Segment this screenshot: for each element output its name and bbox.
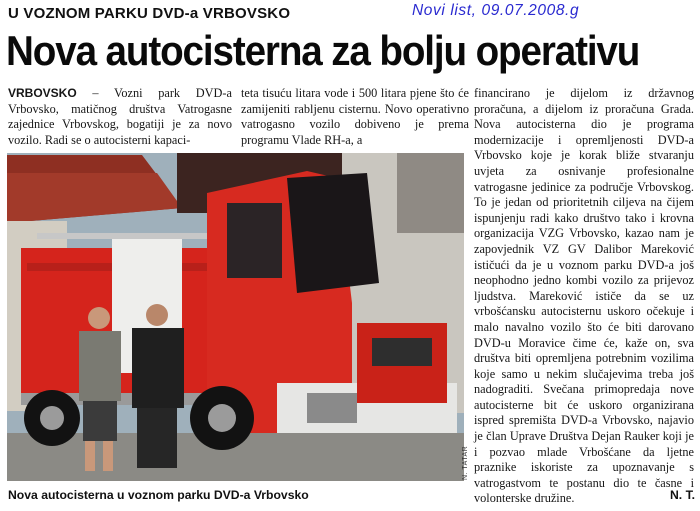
photo-caption: Nova autocisterna u voznom parku DVD-a Vrbovsko [8,488,309,502]
article-text-3: financirano je dijelom iz državnog proračuna, a dijelom iz proračuna Grada. Nova autocisterna dio je programa modernizacije i opremljenosti DVD-a Vrbovsko koje je korak bliže stvaranju uvjeta za osnivanje profesionalne vatrogasne jedinice za područje Vrbovskog. To je jedan od prioritetnih ciljeva na čijem ispunjenju radi kako društvo tako i krovna organizacija VZG Vrbovsko, kazao nam je zapovjednik VZ GV Dalibor Mareković ističući da je u voznom parku DVD-a još neophodno jedno kombi vozilo za prijevoz ljudstva. Mareković ističe da se uz vrbošćansku autocisternu uskoro očekuje i malo navalno vozilo što će biti darovano DVD-u Moravice čime će, kaže on, sva društva biti opremljena potrebnim vozilima koje samo u nekim slučajevima treba još nadograditi. Svečana primopredaja nove autocisterne bit će uskoro organizirana ispred spremišta DVD-a Vrbovsko, najavio je član Uprave Društva Dejan Rauker koji je i pozvao mlade Vrbošćane da ljetne praznike iskoriste za upoznavanje s vatrogastvom te postanu dio te časne i volonterske družine. [474,86,694,506]
photo-credit: N. TATAR [462,445,469,480]
source-note: Novi list, 09.07.2008.g [412,2,580,19]
article-column-1 [8,86,232,148]
fire-truck-illustration [7,153,464,481]
news-photo [7,153,464,481]
article-column-3 [474,86,694,506]
author-initials: N. T. [670,488,696,502]
article-column-2 [241,86,469,148]
article-text-1: – Vozni park DVD-a Vrbovsko, matičnog društva Vatrogasne zajednice Vrbovskog, bogatiji je za novo vozilo. Radi se o autocisterni kapaci- [8,86,232,147]
kicker: U VOZNOM PARKU DVD-a VRBOVSKO [8,5,291,22]
article-text-2: teta tisuću litara vode i 500 litara pjene što će zamijeniti rabljenu cisternu. Novo operativno vatrogasno vozilo dobiveno je prema programu Vlade RH-a, a [241,86,469,147]
headline: Nova autocisterna za bolju operativu [6,27,640,74]
dateline: VRBOVSKO [8,86,77,100]
